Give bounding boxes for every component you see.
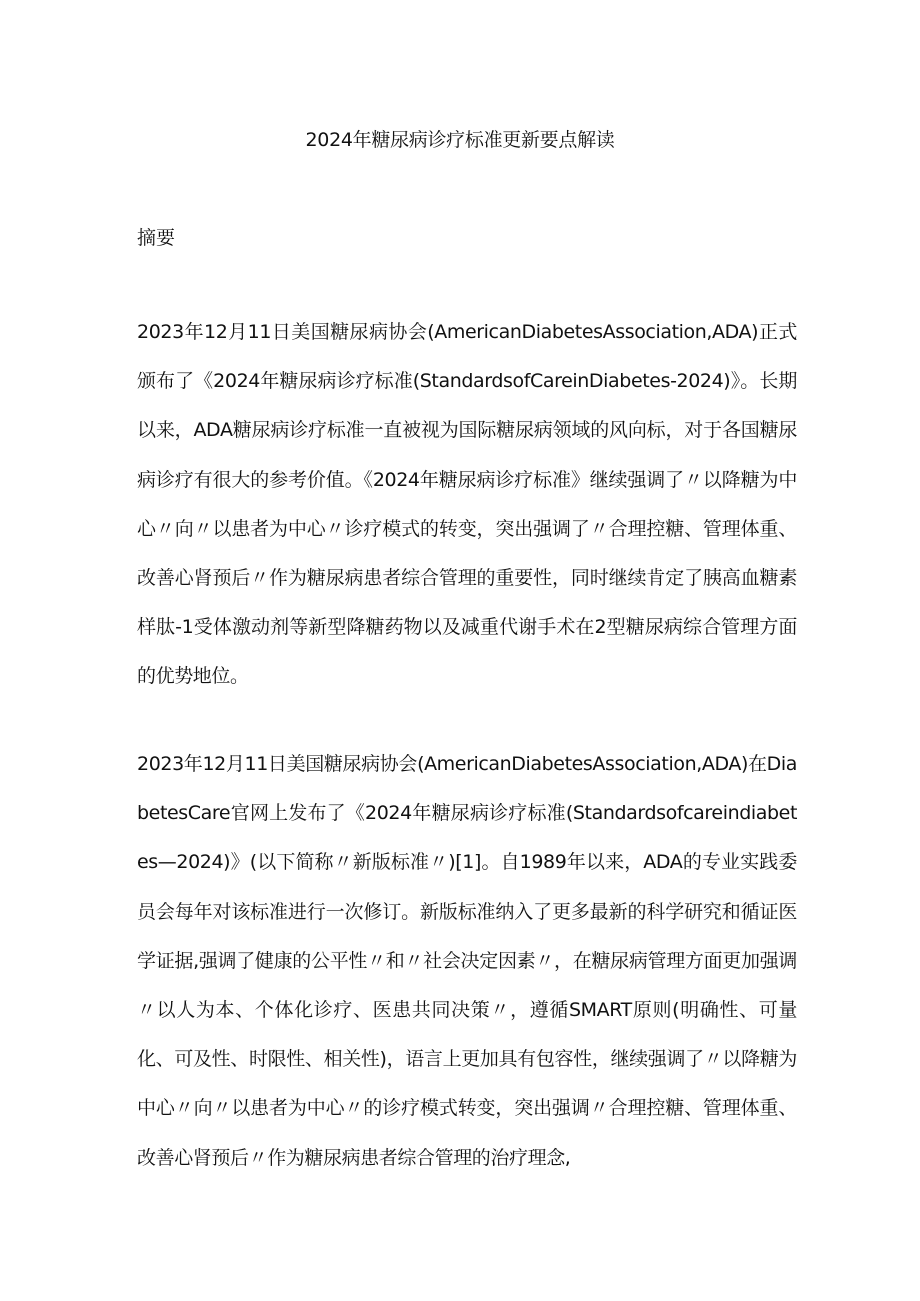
paragraph-2: 2023年12月11日美国糖尿病协会(AmericanDiabetesAssociation,ADA)在DiabetesCare官网上发布了《2024年糖尿病诊疗标准(Standardsofcareindiabetes—2024)》(以下简称〃新版标准〃)[1]。自1989年以来，ADA的专业实践委员会每年对该标准进行一次修订。新版标准纳入了更多最新的科学研究和循证医学证据,强调了健康的公平性〃和〃社会决定因素〃，在糖尿病管理方面更加强调〃以人为本、个体化诊疗、医患共同决策〃，遵循SMART原则(明确性、可量化、可及性、时限性、相关性)，语言上更加具有包容性，继续强调了〃以降糖为中心〃向〃以患者为中心〃的诊疗模式转变，突出强调〃合理控糖、管理体重、改善心肾预后〃作为糖尿病患者综合管理的治疗理念, [137, 753, 797, 1169]
document-title: 2024年糖尿病诊疗标准更新要点解读 [305, 129, 615, 151]
abstract-heading: 摘要 [137, 227, 176, 249]
paragraph-1: 2023年12月11日美国糖尿病协会(AmericanDiabetesAssociation,ADA)正式颁布了《2024年糖尿病诊疗标准(StandardsofCareinDiabetes-2024)》。长期以来，ADA糖尿病诊疗标准一直被视为国际糖尿病领域的风向标，对于各国糖尿病诊疗有很大的参考价值。《2024年糖尿病诊疗标准》继续强调了〃以降糖为中心〃向〃以患者为中心〃诊疗模式的转变，突出强调了〃合理控糖、管理体重、改善心肾预后〃作为糖尿病患者综合管理的重要性，同时继续肯定了胰高血糖素样肽-1受体激动剂等新型降糖药物以及减重代谢手术在2型糖尿病综合管理方面的优势地位。 [137, 321, 797, 688]
